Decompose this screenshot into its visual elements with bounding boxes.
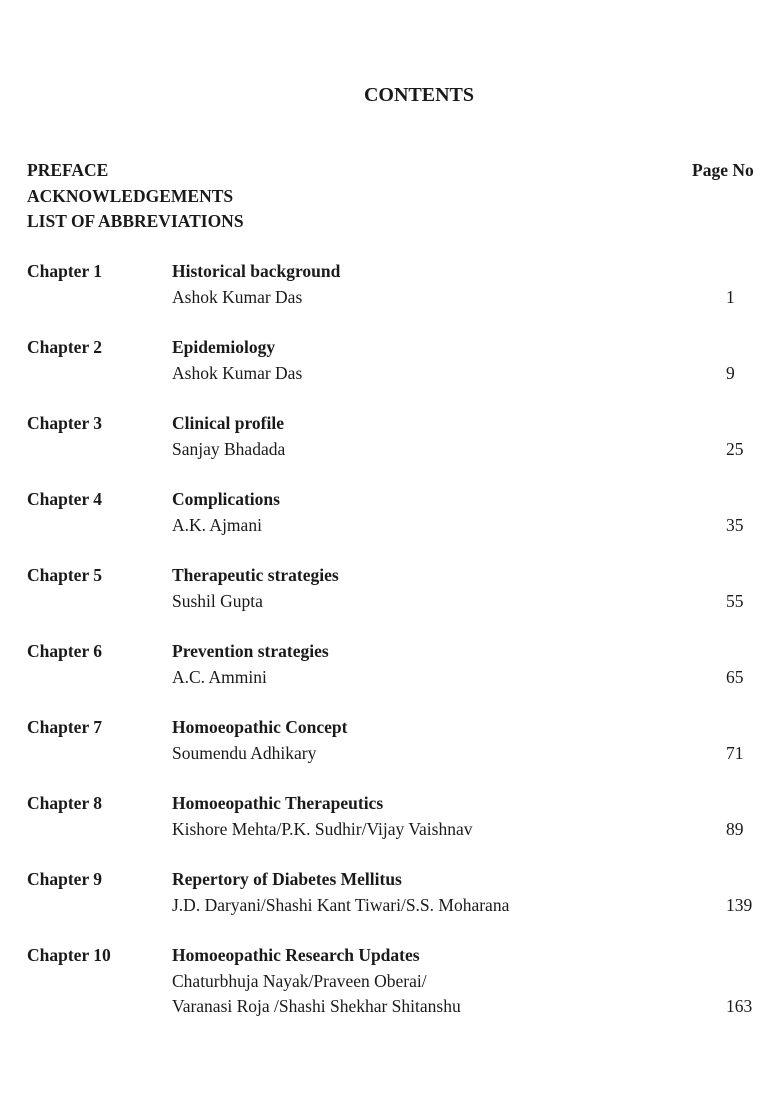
chapter-title: Repertory of Diabetes Mellitus — [172, 869, 402, 889]
chapter-authors: Sushil Gupta — [172, 590, 263, 611]
chapter-info — [172, 639, 726, 690]
chapter-authors: A.K. Ajmani — [172, 514, 262, 535]
chapter-info — [172, 867, 726, 918]
chapter-title: Epidemiology — [172, 337, 276, 357]
chapter-page-number: 55 — [726, 590, 744, 611]
front-matter-acknowledgements: ACKNOWLEDGEMENTS — [27, 185, 234, 206]
chapter-info — [172, 487, 726, 538]
chapter-label: Chapter 5 — [27, 565, 103, 585]
chapter-label: Chapter 6 — [27, 641, 103, 661]
chapter-label: Chapter 1 — [27, 261, 103, 281]
chapter-authors: A.C. Ammini — [172, 666, 267, 687]
chapter-label: Chapter 10 — [27, 945, 111, 965]
chapter-info — [172, 563, 726, 614]
page-no-header: Page No — [692, 160, 754, 180]
chapter-entry — [27, 867, 767, 918]
chapter-page-number: 139 — [726, 894, 753, 915]
chapter-authors: Soumendu Adhikary — [172, 742, 317, 763]
chapter-label: Chapter 8 — [27, 793, 103, 813]
chapter-authors: Ashok Kumar Das — [172, 286, 303, 307]
chapter-label: Chapter 9 — [27, 869, 103, 889]
chapter-label: Chapter 2 — [27, 337, 103, 357]
chapter-page-number: 9 — [726, 362, 735, 383]
chapter-page-number: 25 — [726, 438, 744, 459]
chapter-info — [172, 715, 726, 766]
chapter-title: Therapeutic strategies — [172, 565, 339, 585]
chapter-title: Clinical profile — [172, 413, 284, 433]
front-matter-abbreviations: LIST OF ABBREVIATIONS — [27, 211, 244, 231]
page-title: CONTENTS — [363, 84, 475, 106]
chapter-label: Chapter 3 — [27, 413, 103, 433]
chapter-list — [27, 259, 767, 1045]
chapter-label: Chapter 4 — [27, 489, 103, 509]
chapter-page-number: 163 — [726, 996, 753, 1016]
chapter-page-number: 71 — [726, 742, 744, 763]
chapter-authors: Sanjay Bhadada — [172, 438, 286, 459]
chapter-page-number: 89 — [726, 818, 744, 839]
chapter-title: Complications — [172, 489, 280, 509]
chapter-entry — [27, 411, 767, 462]
chapter-authors: Kishore Mehta/P.K. Sudhir/Vijay Vaishnav — [172, 818, 473, 839]
front-matter-preface: PREFACE — [27, 160, 109, 180]
chapter-info — [172, 791, 726, 842]
chapter-entry — [27, 639, 767, 690]
chapter-title: Prevention strategies — [172, 641, 329, 661]
front-matter-list — [27, 158, 244, 235]
chapter-title: Homoeopathic Concept — [172, 717, 348, 737]
chapter-entry — [27, 335, 767, 386]
chapter-entry — [27, 259, 767, 310]
chapter-page-number: 1 — [726, 286, 735, 307]
chapter-authors: Chaturbhuja Nayak/Praveen Oberai/ — [172, 970, 427, 991]
chapter-title: Homoeopathic Therapeutics — [172, 793, 384, 813]
chapter-title: Homoeopathic Research Updates — [172, 945, 420, 965]
chapter-entry — [27, 943, 767, 1020]
chapter-authors: J.D. Daryani/Shashi Kant Tiwari/S.S. Moharana — [172, 894, 510, 915]
chapter-entry — [27, 487, 767, 538]
chapter-entry — [27, 563, 767, 614]
chapter-page-number: 35 — [726, 514, 744, 535]
chapter-info — [172, 411, 726, 462]
chapter-authors: Ashok Kumar Das — [172, 362, 303, 383]
chapter-authors: Varanasi Roja /Shashi Shekhar Shitanshu — [172, 996, 461, 1016]
chapter-title: Historical background — [172, 261, 341, 281]
chapter-info — [172, 943, 726, 1020]
chapter-info — [172, 259, 726, 310]
chapter-page-number: 65 — [726, 666, 744, 687]
chapter-label: Chapter 7 — [27, 717, 103, 737]
chapter-entry — [27, 791, 767, 842]
chapter-entry — [27, 715, 767, 766]
chapter-info — [172, 335, 726, 386]
